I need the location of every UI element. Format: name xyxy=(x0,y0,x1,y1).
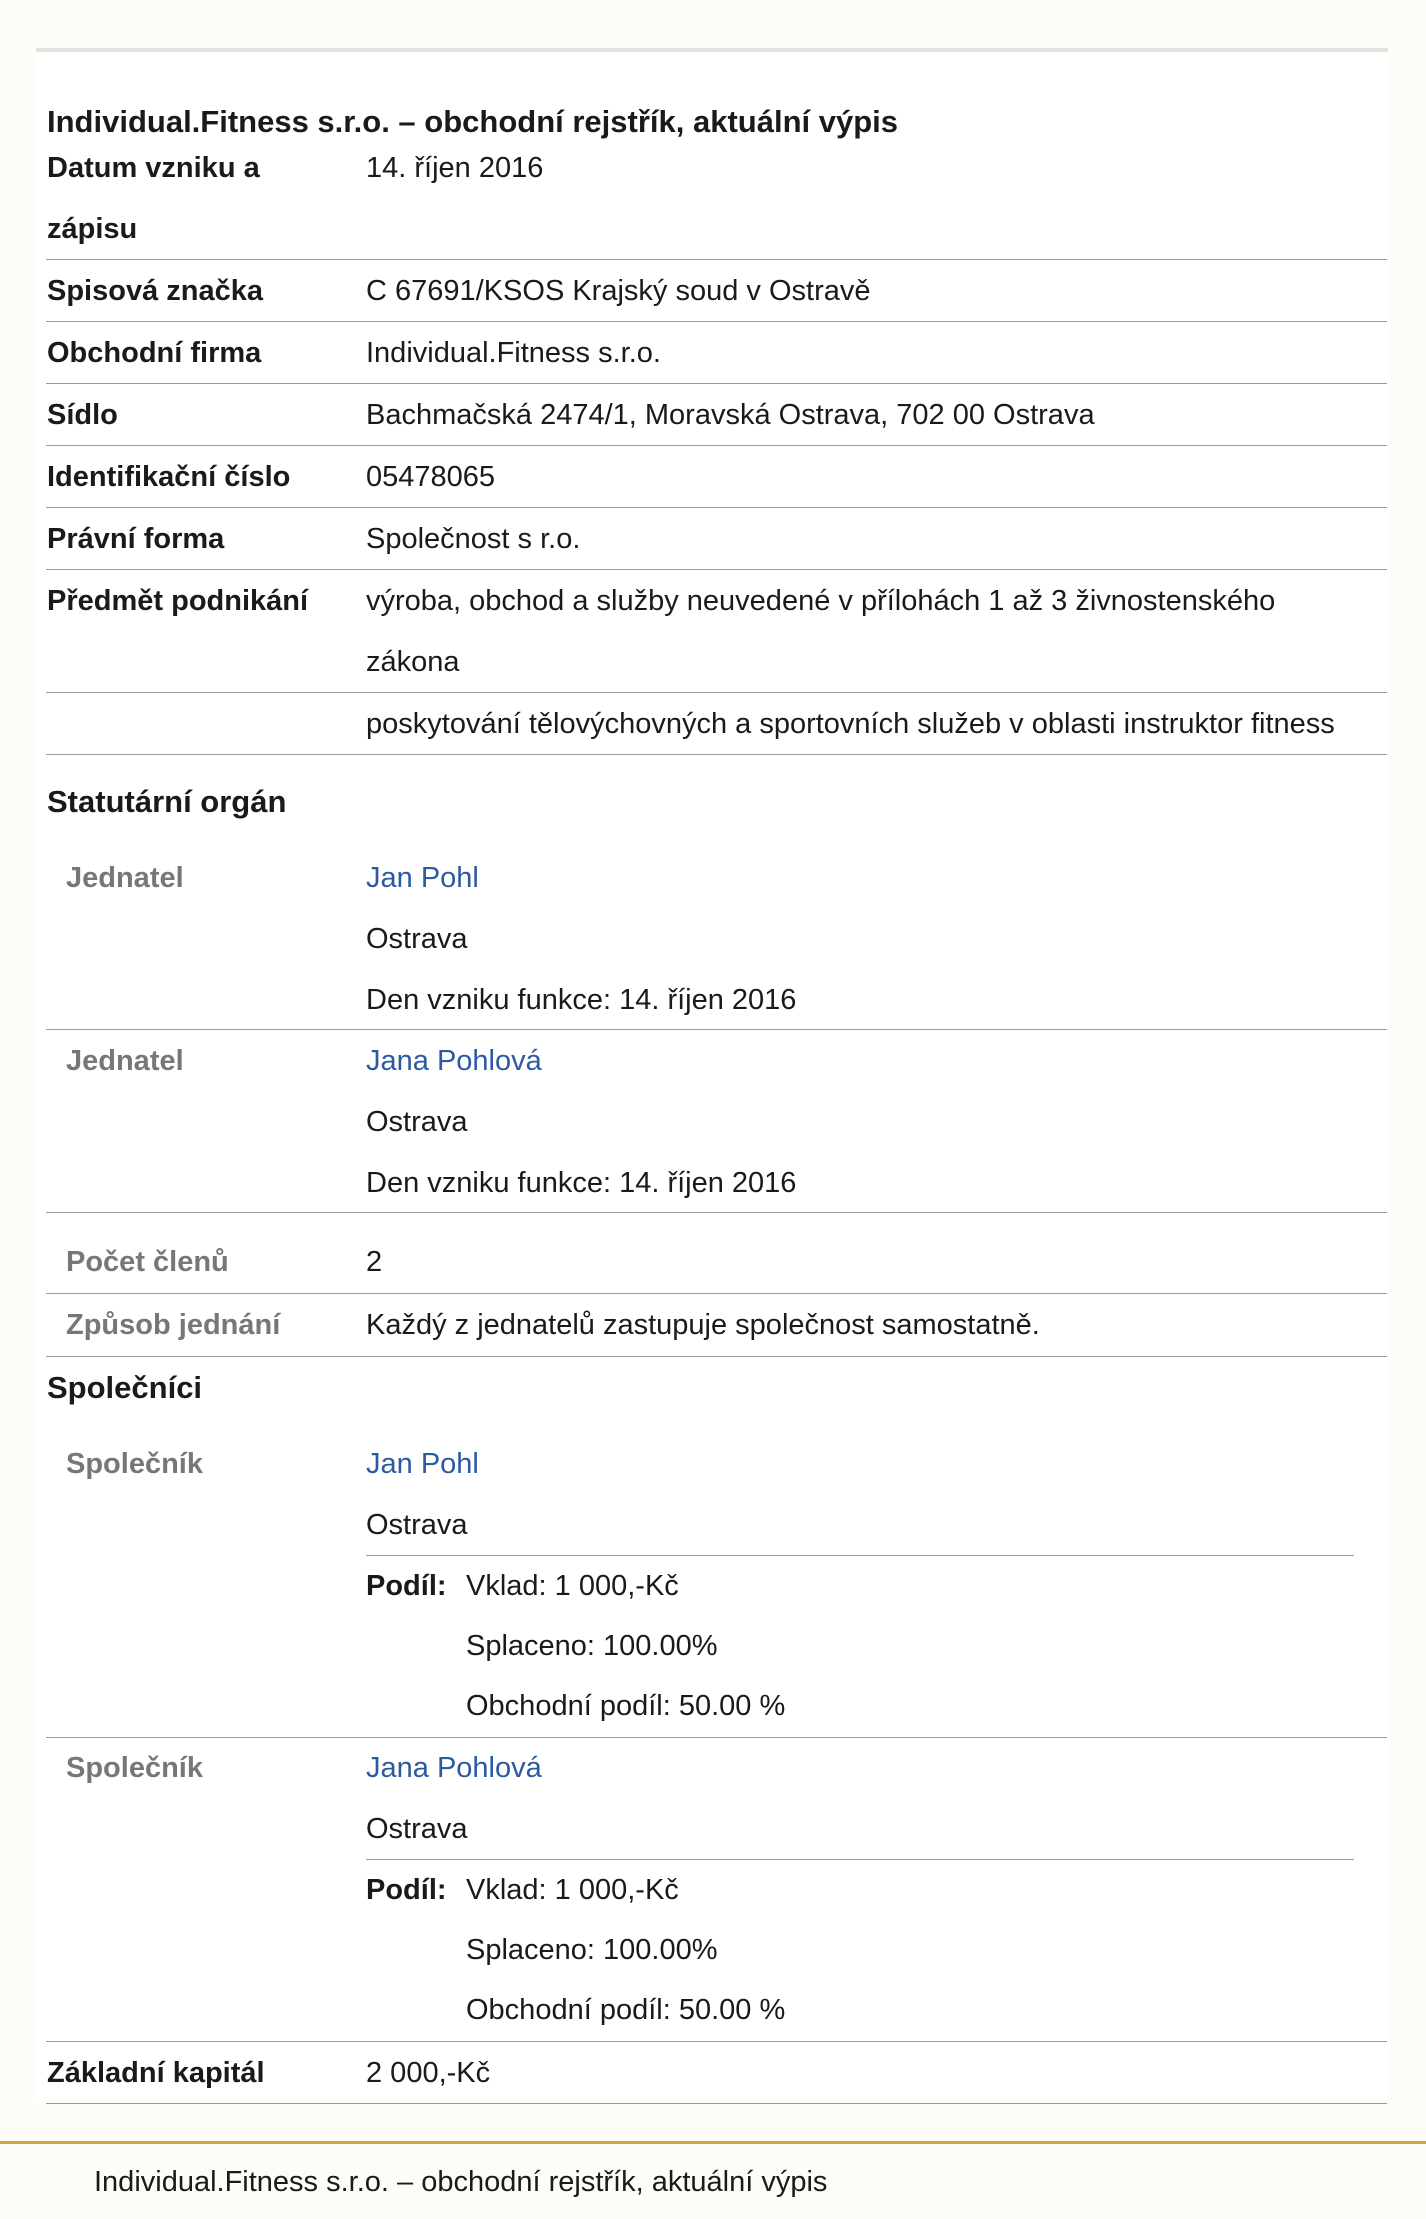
label-datum-line1: Datum vzniku a xyxy=(47,152,260,184)
value-pocet: 2 xyxy=(366,1246,383,1278)
label-sidlo: Sídlo xyxy=(47,399,118,431)
person-link-jan-pohl[interactable]: Jan Pohl xyxy=(366,862,479,894)
share-splaceno: Splaceno: 100.00% xyxy=(466,1934,718,1966)
person-link-jana-pohlova[interactable]: Jana Pohlová xyxy=(366,1045,542,1077)
statutarni-member xyxy=(46,1031,1387,1213)
row-forma xyxy=(46,509,1387,570)
value-firma: Individual.Fitness s.r.o. xyxy=(366,337,661,369)
value-zpusob: Každý z jednatelů zastupuje společnost samostatně. xyxy=(366,1309,1040,1341)
person-city: Ostrava xyxy=(366,1813,468,1845)
share-vklad: Vklad: 1 000,-Kč xyxy=(466,1874,679,1906)
person-since: Den vzniku funkce: 14. říjen 2016 xyxy=(366,984,797,1016)
label-zpusob: Způsob jednání xyxy=(66,1309,281,1341)
person-city: Ostrava xyxy=(366,1106,468,1138)
share-vklad: Vklad: 1 000,-Kč xyxy=(466,1570,679,1602)
label-ic: Identifikační číslo xyxy=(47,461,291,493)
value-ic: 05478065 xyxy=(366,461,496,493)
person-link-jana-pohlova[interactable]: Jana Pohlová xyxy=(366,1752,542,1784)
register-card xyxy=(36,48,1388,2100)
value-sidlo: Bachmačská 2474/1, Moravská Ostrava, 702 00 Ostrava xyxy=(366,399,1095,431)
label-spisova: Spisová značka xyxy=(47,275,263,307)
footer xyxy=(0,2141,1426,2219)
spolecnik-member xyxy=(46,1738,1387,2042)
section-statutarni: Statutární orgán xyxy=(47,784,287,819)
label-forma: Právní forma xyxy=(47,523,225,555)
share-podil: Obchodní podíl: 50.00 % xyxy=(466,1994,786,2026)
spolecnik-member xyxy=(46,1434,1387,1738)
section-spolecnici: Společníci xyxy=(47,1370,203,1405)
person-city: Ostrava xyxy=(366,923,468,955)
role-label: Společník xyxy=(66,1752,203,1784)
row-zpusob xyxy=(46,1295,1387,1357)
footer-text: Individual.Fitness s.r.o. – obchodní rejstřík, aktuální výpis xyxy=(94,2166,828,2198)
row-datum xyxy=(46,138,1387,260)
role-label: Jednatel xyxy=(66,1045,184,1077)
label-datum xyxy=(47,138,357,260)
label-datum-line2: zápisu xyxy=(47,213,138,245)
share-splaceno: Splaceno: 100.00% xyxy=(466,1630,718,1662)
label-pocet: Počet členů xyxy=(66,1246,229,1278)
person-city: Ostrava xyxy=(366,1509,468,1541)
value-kapital: 2 000,-Kč xyxy=(366,2057,491,2089)
label-firma: Obchodní firma xyxy=(47,337,262,369)
value-forma: Společnost s r.o. xyxy=(366,523,581,555)
label-predmet: Předmět podnikání xyxy=(47,585,309,617)
row-kapital xyxy=(46,2043,1387,2104)
row-firma xyxy=(46,323,1387,384)
role-label: Jednatel xyxy=(66,862,184,894)
row-predmet-2 xyxy=(46,694,1387,755)
role-label: Společník xyxy=(66,1448,203,1480)
share-label: Podíl: xyxy=(366,1874,447,1906)
share-label: Podíl: xyxy=(366,1570,447,1602)
row-predmet xyxy=(46,571,1387,693)
row-pocet xyxy=(46,1232,1387,1294)
statutarni-member xyxy=(46,848,1387,1030)
row-spisova xyxy=(46,261,1387,322)
row-sidlo xyxy=(46,385,1387,446)
page-title: Individual.Fitness s.r.o. – obchodní rejstřík, aktuální výpis xyxy=(47,104,899,139)
label-kapital: Základní kapitál xyxy=(47,2057,265,2089)
row-ic xyxy=(46,447,1387,508)
value-spisova: C 67691/KSOS Krajský soud v Ostravě xyxy=(366,275,871,307)
value-predmet-1a: výroba, obchod a služby neuvedené v přílohách 1 až 3 živnostenského xyxy=(366,585,1276,617)
value-predmet-2: poskytování tělovýchovných a sportovních služeb v oblasti instruktor fitness xyxy=(366,708,1335,740)
value-datum: 14. říjen 2016 xyxy=(366,152,544,184)
person-link-jan-pohl[interactable]: Jan Pohl xyxy=(366,1448,479,1480)
value-predmet-1b: zákona xyxy=(366,646,460,678)
share-podil: Obchodní podíl: 50.00 % xyxy=(466,1690,786,1722)
person-since: Den vzniku funkce: 14. říjen 2016 xyxy=(366,1167,797,1199)
